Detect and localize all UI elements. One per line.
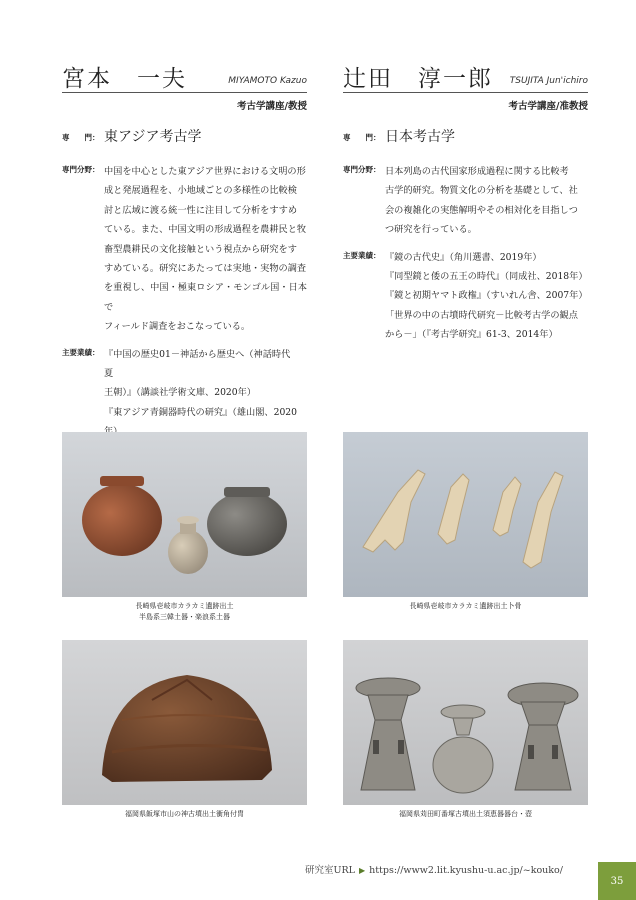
- photo-image: [343, 640, 588, 805]
- photo-helmet: [62, 640, 307, 820]
- helmet-image: [62, 640, 307, 805]
- footer: [305, 862, 563, 876]
- works-label: 主要業績：: [343, 250, 381, 260]
- photo-caption: 福岡県飯塚市山の神古墳出土衝角付冑: [125, 810, 244, 818]
- specialty-label: 専門分野：: [62, 165, 100, 174]
- photo-caption: 長崎県壱岐市カラカミ遺跡出土卜骨: [409, 602, 522, 610]
- list-item: 『鏡の古代史』（角川選書、2019年）: [385, 251, 542, 263]
- photo-image: [343, 432, 588, 597]
- position: 考古学講座/教授: [237, 101, 307, 112]
- field-label: 専 門：: [62, 133, 100, 142]
- pottery-image: [62, 432, 307, 597]
- page-number: 35: [598, 862, 636, 900]
- position: 考古学講座/准教授: [508, 101, 588, 112]
- specialty-text: 日本列島の古代国家形成過程に関する比較考 古学的研究。物質文化の分析を基礎として、社 会の複雑化の実態解明やその相対化を目指しつ つ研究を行っている。: [385, 166, 578, 236]
- photo-sueki: [343, 640, 588, 820]
- list-item: 『東アジア青銅器時代の研究』（雄山閣、2020: [104, 406, 297, 418]
- arrow-right-icon: ▶: [358, 866, 366, 875]
- list-item: 『中国の歴史01－神話から歴史へ（神話時代 夏: [104, 348, 300, 380]
- oracle-bones-image: [343, 432, 588, 597]
- list-item: 「世界の中の古墳時代研究－比較考古学の観点: [385, 309, 578, 321]
- works-list: [385, 248, 588, 345]
- list-item: 『同型鏡と倭の五王の時代』（同成社、2018年）: [385, 271, 588, 283]
- photo-image: [62, 640, 307, 805]
- name-en: TSUJITA Jun'ichiro: [509, 76, 588, 86]
- list-item: 『鏡と初期ヤマト政権』（すいれん舎、2007年）: [385, 290, 588, 302]
- name-en: MIYAMOTO Kazuo: [228, 76, 307, 86]
- list-item: から－」（『考古学研究』61-3、2014年）: [385, 329, 558, 341]
- specialty-label: 専門分野：: [343, 165, 381, 174]
- photo-oracle-bones: [343, 432, 588, 612]
- list-item: 王朝）』（講談社学術文庫、2020年）: [104, 387, 256, 399]
- field-value: 東アジア考古学: [104, 129, 202, 145]
- specialty-text: 中国を中心とした東アジア世界における文明の形 成と発展過程を、小地域ごとの多様性の比較検 討と広域に渡る統一性に注目して分析をすすめ ている。また、中国文明の形成過程を農耕民と牧 畜型農耕民の文化接触という視点から研究をす すめている。研究にあたっては実地・実物の調査 を重視し、中国・極東ロシア・モンゴル国・日本で フィールド調査をおこなっている。: [104, 166, 307, 333]
- sueki-image: [343, 640, 588, 805]
- url-label: 研究室URL: [305, 865, 355, 876]
- field-value: 日本考古学: [385, 129, 455, 145]
- photo-caption: 長崎県壱岐市カラカミ遺跡出土 半島系三韓土器・楽浪系土器: [135, 602, 234, 621]
- photo-pottery: [62, 432, 307, 623]
- name-jp: 宮本 一夫: [62, 66, 187, 92]
- name-jp: 辻田 淳一郎: [343, 66, 493, 92]
- field-label: 専 門：: [343, 133, 381, 142]
- photo-caption: 福岡県苅田町番塚古墳出土須恵器器台・壺: [399, 810, 532, 818]
- photo-image: [62, 432, 307, 597]
- works-label: 主要業績：: [62, 347, 100, 357]
- lab-url-link[interactable]: https://www2.lit.kyushu-u.ac.jp/~kouko/: [369, 865, 563, 876]
- profile-tsujita: [343, 60, 588, 345]
